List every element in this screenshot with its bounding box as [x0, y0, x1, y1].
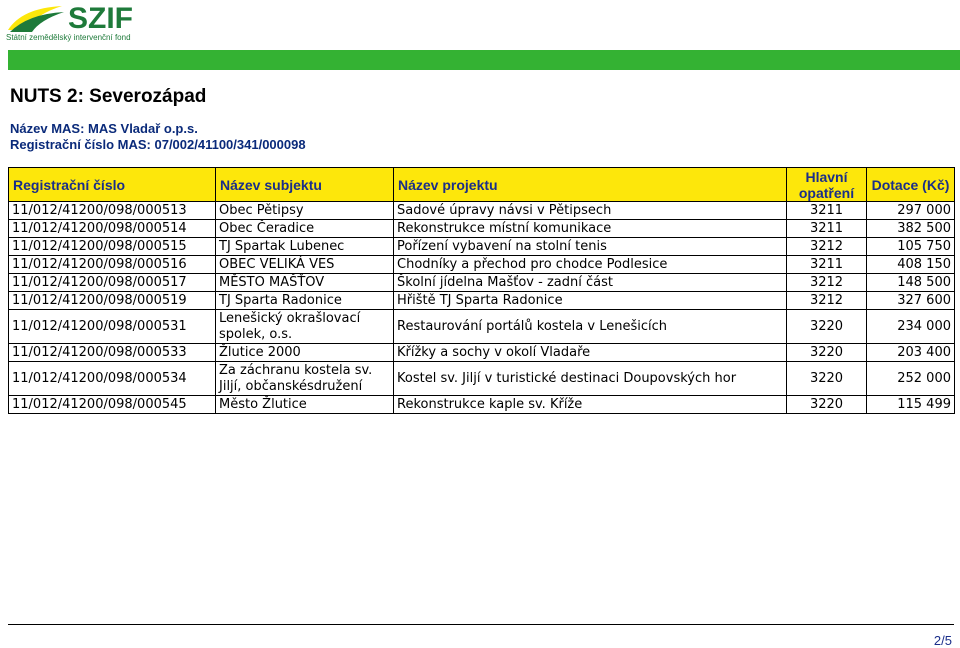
szif-emblem-icon	[6, 4, 66, 34]
cell-reg-number: 11/012/41200/098/000534	[9, 362, 216, 396]
cell-subject: Žlutice 2000	[216, 344, 394, 362]
table-row	[9, 310, 955, 344]
cell-project: Školní jídelna Mašťov - zadní část	[394, 274, 787, 292]
cell-project: Hřiště TJ Sparta Radonice	[394, 292, 787, 310]
cell-subsidy: 234 000	[867, 310, 955, 344]
cell-subsidy: 105 750	[867, 238, 955, 256]
table-row	[9, 238, 955, 256]
cell-measure: 3212	[787, 274, 867, 292]
cell-project: Rekonstrukce místní komunikace	[394, 220, 787, 238]
table-row	[9, 202, 955, 220]
cell-measure: 3211	[787, 202, 867, 220]
cell-project: Kostel sv. Jiljí v turistické destinaci Doupovských hor	[394, 362, 787, 396]
cell-subject: TJ Sparta Radonice	[216, 292, 394, 310]
cell-subject: Obec Čeradice	[216, 220, 394, 238]
cell-measure: 3220	[787, 310, 867, 344]
page-number: 2/5	[933, 633, 952, 648]
cell-measure: 3220	[787, 362, 867, 396]
cell-reg-number: 11/012/41200/098/000514	[9, 220, 216, 238]
table-row	[9, 256, 955, 274]
table-row	[9, 220, 955, 238]
cell-measure: 3220	[787, 396, 867, 414]
header-subject: Název subjektu	[216, 168, 394, 202]
cell-project: Křížky a sochy v okolí Vladaře	[394, 344, 787, 362]
header-reg-number: Registrační číslo	[9, 168, 216, 202]
cell-subsidy: 297 000	[867, 202, 955, 220]
table-row	[9, 292, 955, 310]
table-row	[9, 362, 955, 396]
cell-project: Rekonstrukce kaple sv. Kříže	[394, 396, 787, 414]
projects-table	[8, 167, 955, 414]
cell-measure: 3211	[787, 256, 867, 274]
cell-subject: OBEC VELIKÁ VES	[216, 256, 394, 274]
cell-project: Restaurování portálů kostela v Lenešicích	[394, 310, 787, 344]
mas-name: Název MAS: MAS Vladař o.p.s.	[10, 121, 198, 136]
cell-reg-number: 11/012/41200/098/000513	[9, 202, 216, 220]
header-measure: Hlavní opatření	[787, 168, 867, 202]
cell-subsidy: 148 500	[867, 274, 955, 292]
cell-subject: Za záchranu kostela sv. Jiljí, občanskésdružení	[216, 362, 394, 396]
cell-measure: 3220	[787, 344, 867, 362]
cell-subject: Obec Pětipsy	[216, 202, 394, 220]
mas-registration: Registrační číslo MAS: 07/002/41100/341/000098	[10, 137, 306, 152]
cell-measure: 3212	[787, 292, 867, 310]
header-bar	[8, 50, 960, 70]
cell-project: Chodníky a přechod pro chodce Podlesice	[394, 256, 787, 274]
footer-divider	[8, 624, 954, 625]
cell-subsidy: 115 499	[867, 396, 955, 414]
table-row	[9, 344, 955, 362]
cell-project: Pořízení vybavení na stolní tenis	[394, 238, 787, 256]
cell-reg-number: 11/012/41200/098/000531	[9, 310, 216, 344]
cell-subsidy: 408 150	[867, 256, 955, 274]
header-subsidy: Dotace (Kč)	[867, 168, 955, 202]
cell-reg-number: 11/012/41200/098/000517	[9, 274, 216, 292]
cell-measure: 3211	[787, 220, 867, 238]
cell-subject: Lenešický okrašlovací spolek, o.s.	[216, 310, 394, 344]
table-row	[9, 396, 955, 414]
cell-subsidy: 203 400	[867, 344, 955, 362]
cell-reg-number: 11/012/41200/098/000515	[9, 238, 216, 256]
logo-tagline: Státní zemědělský intervenční fond	[6, 33, 131, 42]
cell-subsidy: 382 500	[867, 220, 955, 238]
table-header-row	[9, 168, 955, 202]
table-row	[9, 274, 955, 292]
szif-logo	[6, 4, 146, 40]
page-title: NUTS 2: Severozápad	[10, 86, 207, 107]
cell-project: Sadové úpravy návsi v Pětipsech	[394, 202, 787, 220]
cell-measure: 3212	[787, 238, 867, 256]
cell-subject: TJ Spartak Lubenec	[216, 238, 394, 256]
cell-reg-number: 11/012/41200/098/000519	[9, 292, 216, 310]
cell-reg-number: 11/012/41200/098/000533	[9, 344, 216, 362]
header-project: Název projektu	[394, 168, 787, 202]
logo-name: SZIF	[68, 2, 133, 35]
cell-subject: MĚSTO MAŠŤOV	[216, 274, 394, 292]
cell-reg-number: 11/012/41200/098/000516	[9, 256, 216, 274]
cell-subsidy: 252 000	[867, 362, 955, 396]
cell-subsidy: 327 600	[867, 292, 955, 310]
cell-reg-number: 11/012/41200/098/000545	[9, 396, 216, 414]
cell-subject: Město Žlutice	[216, 396, 394, 414]
